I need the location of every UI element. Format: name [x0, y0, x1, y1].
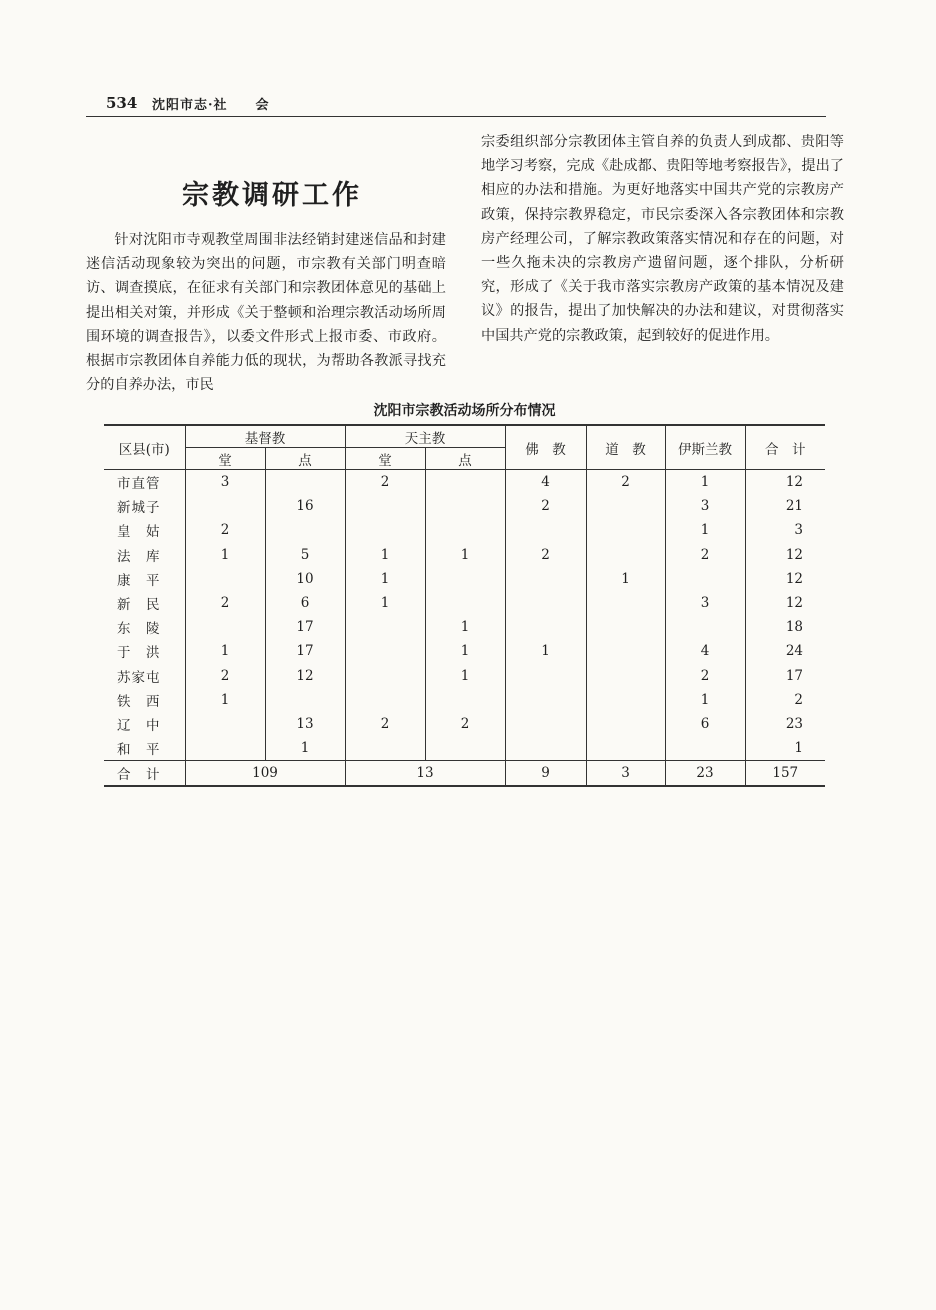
total-cell: 12	[745, 567, 825, 591]
cat-church-cell: 1	[345, 567, 425, 591]
buddhism-cell	[505, 736, 586, 761]
cat-church-cell	[345, 688, 425, 712]
table-row	[104, 615, 825, 639]
district-cell: 皇 姑	[117, 524, 161, 541]
chr-church-cell: 2	[185, 591, 265, 615]
islam-cell: 1	[665, 688, 745, 712]
chr-church-cell	[185, 494, 265, 518]
islam-cell: 2	[665, 664, 745, 688]
chr-point-cell: 1	[265, 736, 345, 761]
chr-church-cell: 1	[185, 688, 265, 712]
total-cell: 12	[745, 470, 825, 495]
buddhism-cell	[505, 664, 586, 688]
buddhism-cell	[505, 712, 586, 736]
district-cell: 和 平	[117, 742, 161, 759]
cat-church-cell: 2	[345, 712, 425, 736]
total-cell: 24	[745, 639, 825, 663]
table-row	[104, 688, 825, 712]
total-cell: 18	[745, 615, 825, 639]
page-number: 534	[106, 94, 138, 112]
taoism-cell: 2	[586, 470, 665, 495]
taoism-cell	[586, 712, 665, 736]
cat-point-cell	[425, 494, 505, 518]
district-cell: 铁 西	[117, 693, 161, 710]
taoism-cell	[586, 543, 665, 567]
total-cell: 12	[745, 591, 825, 615]
taoism-cell	[586, 688, 665, 712]
chr-church-cell: 1	[185, 639, 265, 663]
page-header	[86, 86, 826, 117]
islam-cell: 3	[665, 591, 745, 615]
header-christianity: 基督教	[185, 425, 345, 448]
table-row	[104, 591, 825, 615]
chr-point-cell: 13	[265, 712, 345, 736]
taoism-cell	[586, 518, 665, 542]
district-cell: 康 平	[117, 572, 161, 589]
buddhism-cell	[505, 567, 586, 591]
table-row	[104, 736, 825, 761]
total-cell: 12	[745, 543, 825, 567]
buddhism-cell	[505, 518, 586, 542]
district-cell: 苏家屯	[117, 669, 161, 686]
table-row	[104, 712, 825, 736]
header-total: 合 计	[745, 425, 825, 470]
left-column-text: 针对沈阳市寺观教堂周围非法经销封建迷信品和封建迷信活动现象较为突出的问题，市宗教有关部门明查暗访、调查摸底，在征求有关部门和宗教团体意见的基础上提出相关对策，并形成《关于整顿和治理宗教活动场所周围环境的调查报告》，以委文件形式上报市委、市政府。根据市宗教团体自养能力低的现状，为帮助各教派寻找充分的自养办法，市民	[86, 232, 446, 394]
chr-point-cell: 6	[265, 591, 345, 615]
cat-point-cell	[425, 518, 505, 542]
cat-point-cell: 1	[425, 664, 505, 688]
taoism-cell	[586, 591, 665, 615]
header-christianity-church: 堂	[185, 448, 265, 470]
header-catholicism-point: 点	[425, 448, 505, 470]
islam-cell: 1	[665, 470, 745, 495]
header-row-1	[104, 425, 825, 448]
total-cell: 17	[745, 664, 825, 688]
cat-point-cell: 2	[425, 712, 505, 736]
total-cell: 23	[745, 712, 825, 736]
left-column	[86, 228, 446, 397]
chr-church-cell	[185, 615, 265, 639]
islam-cell: 4	[665, 639, 745, 663]
buddhism-cell: 2	[505, 543, 586, 567]
cat-church-cell	[345, 615, 425, 639]
cat-point-cell	[425, 688, 505, 712]
chr-church-cell	[185, 567, 265, 591]
buddhism-cell	[505, 591, 586, 615]
cat-church-cell	[345, 494, 425, 518]
chr-point-cell	[265, 688, 345, 712]
chr-point-cell: 17	[265, 615, 345, 639]
taoism-cell	[586, 664, 665, 688]
totals-catholicism: 13	[345, 761, 505, 787]
cat-church-cell: 1	[345, 543, 425, 567]
totals-total: 157	[745, 761, 825, 787]
right-column	[481, 130, 844, 348]
chr-church-cell: 1	[185, 543, 265, 567]
total-cell: 21	[745, 494, 825, 518]
chr-point-cell: 16	[265, 494, 345, 518]
buddhism-cell	[505, 688, 586, 712]
totals-row	[104, 761, 825, 787]
district-cell: 新城子	[117, 500, 161, 517]
distribution-table	[104, 424, 825, 787]
buddhism-cell	[505, 615, 586, 639]
header-district: 区县(市)	[104, 425, 185, 470]
cat-church-cell	[345, 639, 425, 663]
taoism-cell	[586, 615, 665, 639]
islam-cell	[665, 736, 745, 761]
taoism-cell	[586, 639, 665, 663]
district-cell: 新 民	[117, 597, 161, 614]
cat-church-cell	[345, 664, 425, 688]
taoism-cell: 1	[586, 567, 665, 591]
chr-point-cell	[265, 470, 345, 495]
table-row	[104, 543, 825, 567]
taoism-cell	[586, 736, 665, 761]
chr-point-cell: 10	[265, 567, 345, 591]
chr-point-cell	[265, 518, 345, 542]
chr-church-cell	[185, 712, 265, 736]
header-buddhism: 佛 教	[505, 425, 586, 470]
totals-christianity: 109	[185, 761, 345, 787]
section-title: 宗教调研工作	[182, 180, 362, 211]
chr-point-cell: 5	[265, 543, 345, 567]
totals-islam: 23	[665, 761, 745, 787]
cat-point-cell: 1	[425, 615, 505, 639]
table-title: 沈阳市宗教活动场所分布情况	[373, 403, 556, 419]
table-row	[104, 567, 825, 591]
header-taoism: 道 教	[586, 425, 665, 470]
right-column-text: 宗委组织部分宗教团体主管自养的负责人到成都、贵阳等地学习考察，完成《赴成都、贵阳等地考察报告》，提出了相应的办法和措施。为更好地落实中国共产党的宗教房产政策，保持宗教界稳定，市民宗委深入各宗教团体和宗教房产经理公司，了解宗教政策落实情况和存在的问题，对一些久拖未决的宗教房产遗留问题，逐个排队，分析研究，形成了《关于我市落实宗教房产政策的基本情况及建议》的报告，提出了加快解决的办法和建议，对贯彻落实中国共产党的宗教政策，起到较好的促进作用。	[481, 134, 844, 344]
islam-cell: 3	[665, 494, 745, 518]
total-cell: 2	[745, 688, 825, 712]
islam-cell	[665, 615, 745, 639]
table-row	[104, 518, 825, 542]
header-catholicism-church: 堂	[345, 448, 425, 470]
buddhism-cell: 2	[505, 494, 586, 518]
cat-church-cell	[345, 736, 425, 761]
table-row	[104, 664, 825, 688]
cat-church-cell: 2	[345, 470, 425, 495]
buddhism-cell: 1	[505, 639, 586, 663]
district-cell: 辽 中	[117, 717, 161, 734]
cat-point-cell: 1	[425, 543, 505, 567]
totals-label: 合 计	[104, 761, 185, 787]
buddhism-cell: 4	[505, 470, 586, 495]
table-row	[104, 639, 825, 663]
table-row	[104, 470, 825, 495]
district-cell: 市直管	[117, 476, 161, 493]
islam-cell	[665, 567, 745, 591]
cat-church-cell: 1	[345, 591, 425, 615]
chr-church-cell: 2	[185, 664, 265, 688]
table-row	[104, 494, 825, 518]
running-head: 沈阳市志·社 会	[152, 98, 270, 113]
cat-church-cell	[345, 518, 425, 542]
islam-cell: 2	[665, 543, 745, 567]
islam-cell: 1	[665, 518, 745, 542]
header-christianity-point: 点	[265, 448, 345, 470]
chr-church-cell: 3	[185, 470, 265, 495]
header-catholicism: 天主教	[345, 425, 505, 448]
cat-point-cell	[425, 736, 505, 761]
district-cell: 法 库	[117, 548, 161, 565]
cat-point-cell	[425, 470, 505, 495]
total-cell: 1	[745, 736, 825, 761]
district-cell: 东 陵	[117, 621, 161, 638]
cat-point-cell	[425, 567, 505, 591]
islam-cell: 6	[665, 712, 745, 736]
cat-point-cell	[425, 591, 505, 615]
taoism-cell	[586, 494, 665, 518]
chr-church-cell: 2	[185, 518, 265, 542]
header-islam: 伊斯兰教	[665, 425, 745, 470]
chr-church-cell	[185, 736, 265, 761]
chr-point-cell: 12	[265, 664, 345, 688]
total-cell: 3	[745, 518, 825, 542]
cat-point-cell: 1	[425, 639, 505, 663]
totals-buddhism: 9	[505, 761, 586, 787]
district-cell: 于 洪	[117, 645, 161, 662]
totals-taoism: 3	[586, 761, 665, 787]
chr-point-cell: 17	[265, 639, 345, 663]
